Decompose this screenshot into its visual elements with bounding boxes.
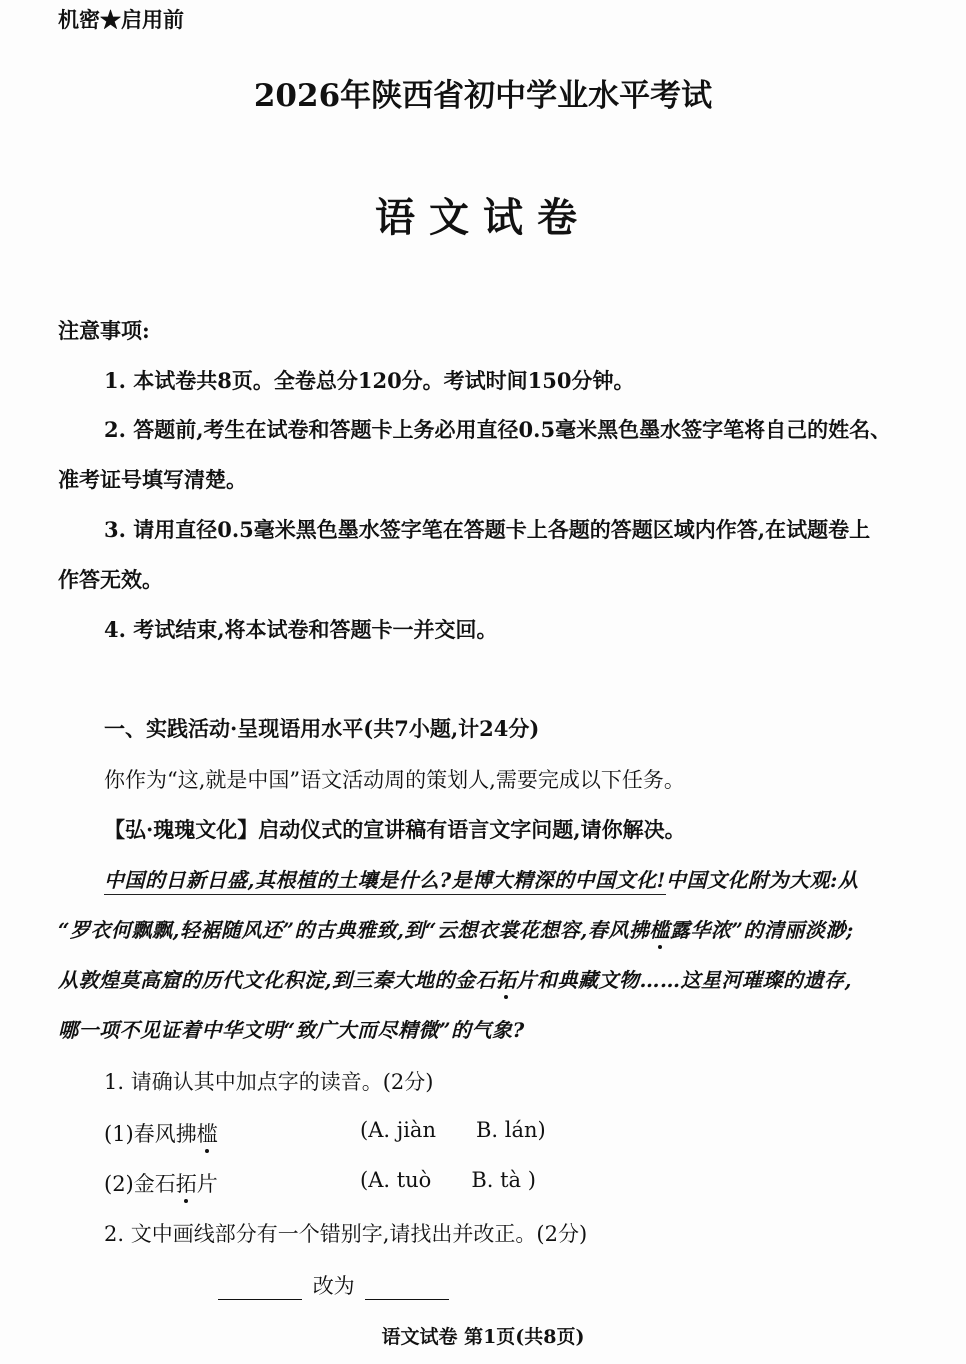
- section1-heading: 一、实践活动·呈现语用水平(共7小题,计24分): [104, 716, 540, 741]
- q1-stem: 1. 请确认其中加点字的读音。(2分): [104, 1070, 434, 1094]
- q2-answer-line: [218, 1270, 449, 1300]
- q1-item-1-dotted-char: 槛: [196, 1122, 218, 1146]
- q2-change-to-label: 改为: [312, 1274, 355, 1298]
- passage-line-2b: 露华浓”的清丽淡渺;: [669, 918, 854, 942]
- notice-item-2-line1: 2. 答题前,考生在试卷和答题卡上务必用直径0.5毫米黑色墨水签字笔将自己的姓名、: [104, 417, 892, 442]
- subject-title: 语文试卷: [375, 194, 591, 241]
- passage-underlined-sentence: 中国的日新日盛,其根植的土壤是什么?是博大精深的中国文化!: [104, 868, 666, 895]
- q1-item-1-text: (1)春风拂: [104, 1122, 197, 1146]
- q1-item-1: [104, 1118, 218, 1148]
- section1-intro: 你作为“这,就是中国”语文活动周的策划人,需要完成以下任务。: [104, 768, 685, 792]
- dotted-char-jian: 槛: [649, 918, 670, 942]
- q1-item-2-option-b: B. tà ): [471, 1168, 536, 1192]
- confidential-label: 机密★启用前: [58, 7, 184, 32]
- passage-line-2a: “罗衣何飘飘,轻裾随风还”的古典雅致,到“云想衣裳花想容,春风拂: [58, 918, 650, 942]
- q1-item-2-text: (2)金石: [104, 1172, 176, 1196]
- q2-wrong-char-blank[interactable]: [218, 1279, 302, 1300]
- q2-correct-char-blank[interactable]: [365, 1279, 449, 1300]
- notice-item-2-line2: 准考证号填写清楚。: [58, 467, 247, 492]
- passage-line-1: [104, 864, 858, 893]
- q1-item-2: [104, 1168, 218, 1198]
- q1-item-1-option-a: (A. jiàn: [360, 1118, 436, 1142]
- page-footer: 语文试卷 第1页(共8页): [381, 1326, 585, 1348]
- q1-item-1-options: [360, 1118, 546, 1142]
- section1-task: 【弘·瑰瑰文化】启动仪式的宣讲稿有语言文字问题,请你解决。: [104, 817, 686, 842]
- passage-line-1-rest: 中国文化附为大观:从: [665, 868, 859, 892]
- exam-title: 2026年陕西省初中学业水平考试: [253, 78, 713, 114]
- passage-line-3b: 片和典藏文物……这星河璀璨的遗存,: [516, 968, 852, 992]
- q1-item-1-option-b: B. lán): [475, 1118, 546, 1142]
- notice-item-4: 4. 考试结束,将本试卷和答题卡一并交回。: [104, 617, 498, 642]
- notice-heading: 注意事项:: [58, 318, 150, 343]
- notice-item-3-line2: 作答无效。: [58, 567, 163, 592]
- q1-item-2-options: [360, 1168, 536, 1192]
- passage-line-3a: 从敦煌莫高窟的历代文化积淀,到三秦大地的金石: [58, 968, 496, 992]
- dotted-char-ta: 拓: [495, 968, 517, 992]
- q1-item-2-dotted-char: 拓: [175, 1172, 197, 1196]
- q1-item-2-suffix: 片: [196, 1172, 218, 1196]
- q2-stem: 2. 文中画线部分有一个错别字,请找出并改正。(2分): [104, 1222, 588, 1246]
- passage-line-3: [58, 964, 852, 993]
- passage-line-2: [58, 914, 854, 943]
- notice-item-3-line1: 3. 请用直径0.5毫米黑色墨水签字笔在答题卡上各题的答题区域内作答,在试题卷上: [104, 517, 871, 542]
- q1-item-2-option-a: (A. tuò: [360, 1168, 432, 1192]
- notice-item-1: 1. 本试卷共8页。全卷总分120分。考试时间150分钟。: [104, 368, 635, 393]
- passage-line-4: 哪一项不见证着中华文明“致广大而尽精微”的气象?: [58, 1018, 525, 1042]
